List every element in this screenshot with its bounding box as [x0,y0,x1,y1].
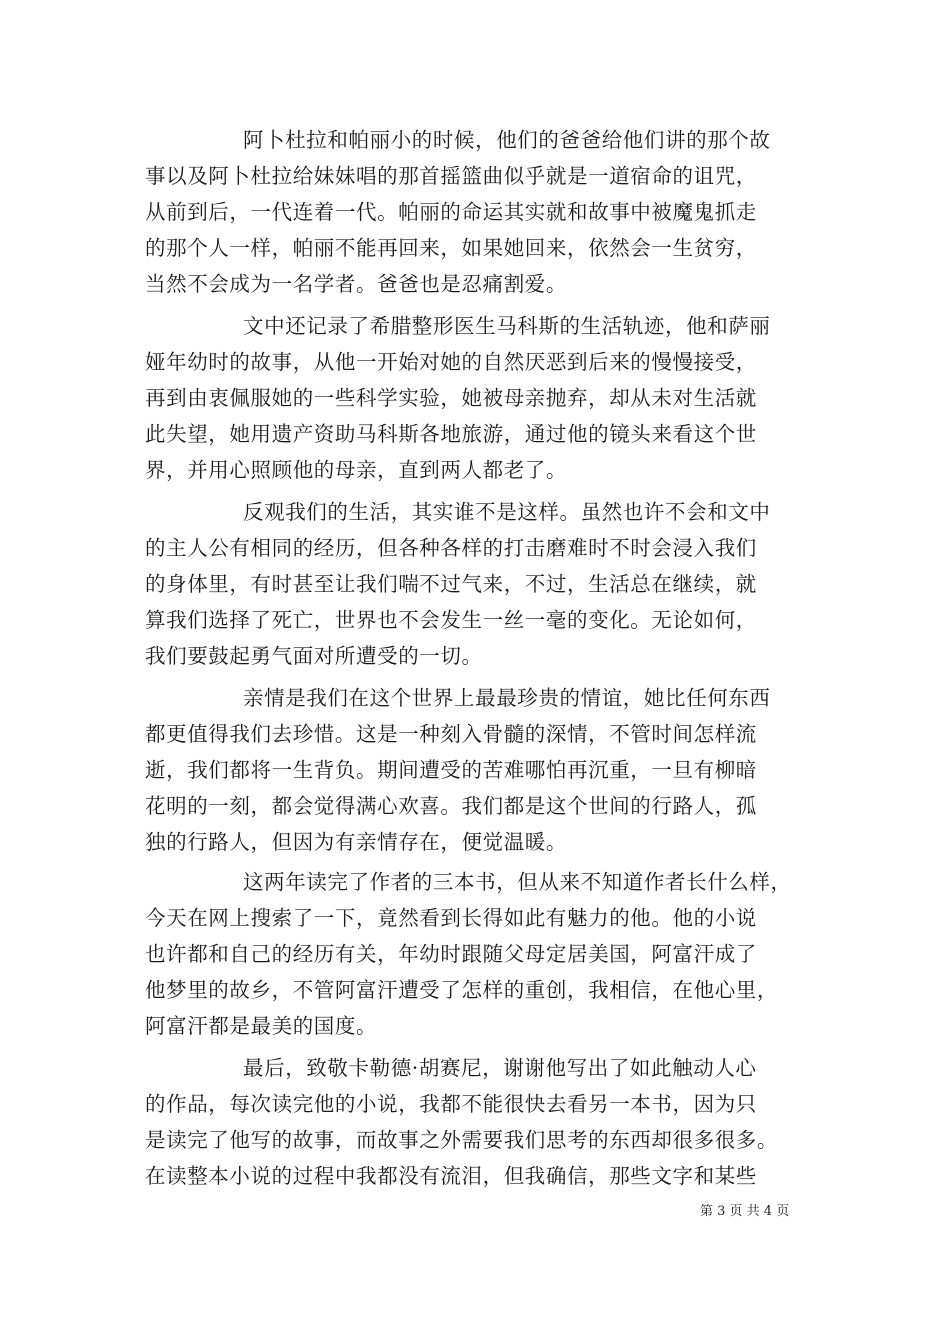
text-line: 独的行路人，但因为有亲情存在，便觉温暖。 [145,830,567,854]
text-line: 算我们选择了死亡，世界也不会发生一丝一毫的变化。无论如何， [145,608,757,632]
text-line: 当然不会成为一名学者。爸爸也是忍痛割爱。 [145,272,567,296]
text-line: 的作品，每次读完他的小说，我都不能很快去看另一本书，因为只 [145,1092,757,1116]
text-line: 这两年读完了作者的三本书，但从来不知道作者长什么样， [243,870,792,894]
text-line: 最后，致敬卡勒德·胡赛尼，谢谢他写出了如此触动人心 [243,1056,757,1080]
text-line: 逝，我们都将一生背负。期间遭受的苦难哪怕再沉重，一旦有柳暗 [145,758,757,782]
text-line: 花明的一刻，都会觉得满心欢喜。我们都是这个世间的行路人，孤 [145,794,757,818]
text-line: 的那个人一样，帕丽不能再回来，如果她回来，依然会一生贫穷， [145,236,757,260]
text-line: 今天在网上搜索了一下，竟然看到长得如此有魅力的他。他的小说 [145,906,757,930]
text-line: 从前到后，一代连着一代。帕丽的命运其实就和故事中被魔鬼抓走 [145,200,757,224]
text-line: 文中还记录了希腊整形医生马科斯的生活轨迹，他和萨丽 [243,314,771,338]
text-line: 都更值得我们去珍惜。这是一种刻入骨髓的深情，不管时间怎样流 [145,722,757,746]
text-line: 是读完了他写的故事，而故事之外需要我们思考的东西却很多很多。 [145,1128,778,1152]
text-line: 亲情是我们在这个世界上最最珍贵的情谊，她比任何东西 [243,686,771,710]
text-line: 的主人公有相同的经历，但各种各样的打击磨难时不时会浸入我们 [145,536,757,560]
text-line: 阿富汗都是最美的国度。 [145,1014,378,1038]
text-line: 在读整本小说的过程中我都没有流泪，但我确信，那些文字和某些 [145,1164,757,1188]
text-line: 也许都和自己的经历有关，年幼时跟随父母定居美国，阿富汗成了 [145,942,757,966]
text-line: 娅年幼时的故事，从他一开始对她的自然厌恶到后来的慢慢接受， [145,350,757,374]
text-line: 界，并用心照顾他的母亲，直到两人都老了。 [145,458,567,482]
text-line: 的身体里，有时甚至让我们喘不过气来，不过，生活总在继续，就 [145,572,757,596]
text-line: 阿卜杜拉和帕丽小的时候，他们的爸爸给他们讲的那个故 [243,128,771,152]
text-line: 事以及阿卜杜拉给妹妹唱的那首摇篮曲似乎就是一道宿命的诅咒， [145,164,757,188]
text-line: 此失望，她用遗产资助马科斯各地旅游，通过他的镜头来看这个世 [145,422,757,446]
text-line: 反观我们的生活，其实谁不是这样。虽然也许不会和文中 [243,500,771,524]
text-line: 他梦里的故乡，不管阿富汗遭受了怎样的重创，我相信，在他心里， [145,978,778,1002]
text-line: 再到由衷佩服她的一些科学实验，她被母亲抛弃，却从未对生活就 [145,386,757,410]
text-line: 我们要鼓起勇气面对所遭受的一切。 [145,644,483,668]
page-number: 第 3 页 共 4 页 [700,1204,790,1219]
